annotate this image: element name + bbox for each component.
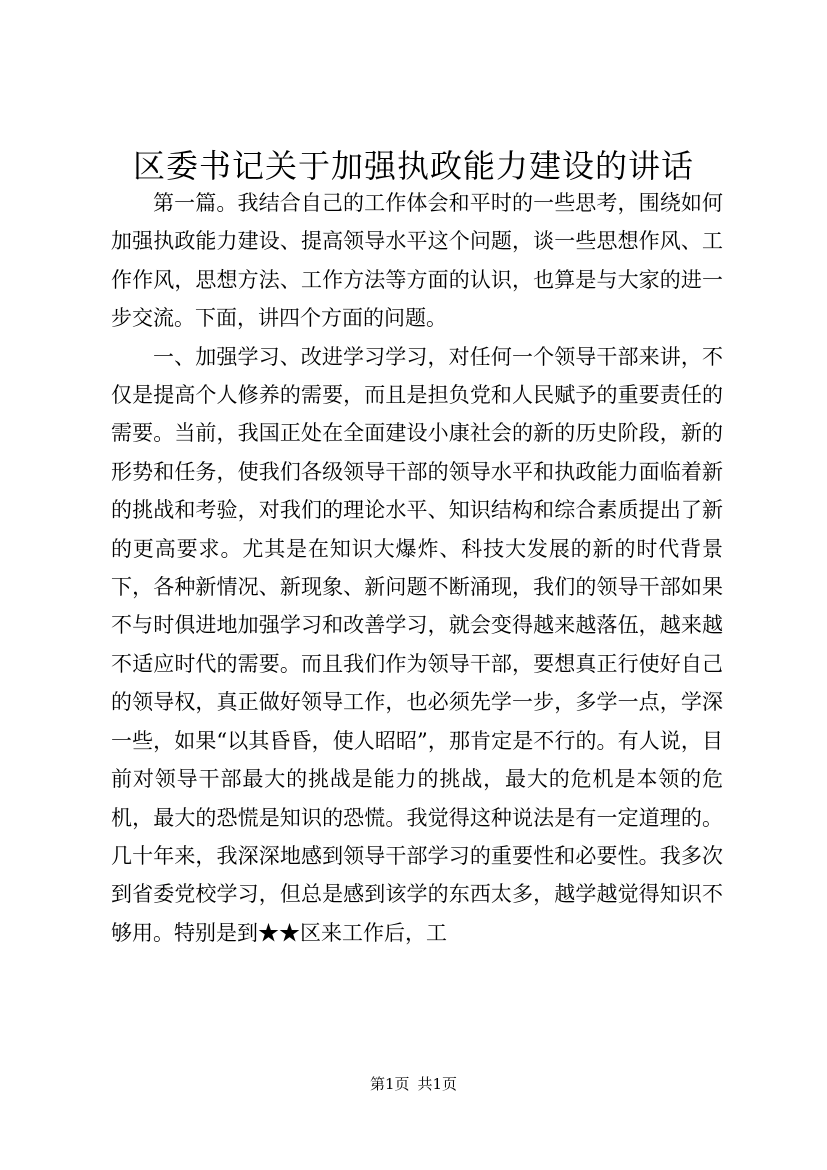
document-body (111, 184, 723, 952)
document-title: 区委书记关于加强执政能力建设的讲话 (132, 147, 694, 185)
page-footer (0, 1074, 827, 1094)
page-total: 共1页 (417, 1075, 458, 1093)
paragraph-2: 一、加强学习、改进学习学习，对任何一个领导干部来讲，不仅是提高个人修养的需要，而且是担负党和人民赋予的重要责任的需要。当前，我国正处在全面建设小康社会的新的历史阶段，新的形势和任务，使我们各级领导干部的领导水平和执政能力面临着新的挑战和考验，对我们的理论水平、知识结构和综合素质提出了新的更高要求。尤其是在知识大爆炸、科技大发展的新的时代背景下，各种新情况、新现象、新问题不断涌现，我们的领导干部如果不与时俱进地加强学习和改善学习，就会变得越来越落伍，越来越不适应时代的需要。而且我们作为领导干部，要想真正行使好自己的领导权，真正做好领导工作，也必须先学一步，多学一点，学深一些，如果“以其昏昏，使人昭昭”，那肯定是不行的。有人说，目前对领导干部最大的挑战是能力的挑战，最大的危机是本领的危机，最大的恐慌是知识的恐慌。我觉得这种说法是有一定道理的。几十年来，我深深地感到领导干部学习的重要性和必要性。我多次到省委党校学习，但总是感到该学的东西太多，越学越觉得知识不够用。特别是到★★区来工作后，工 (111, 344, 723, 945)
paragraph-1: 第一篇。我结合自己的工作体会和平时的一些思考，围绕如何加强执政能力建设、提高领导水平这个问题，谈一些思想作风、工作作风，思想方法、工作方法等方面的认识，也算是与大家的进一步交流。下面，讲四个方面的问题。 (111, 191, 723, 331)
page-number: 第1页 (369, 1075, 410, 1093)
